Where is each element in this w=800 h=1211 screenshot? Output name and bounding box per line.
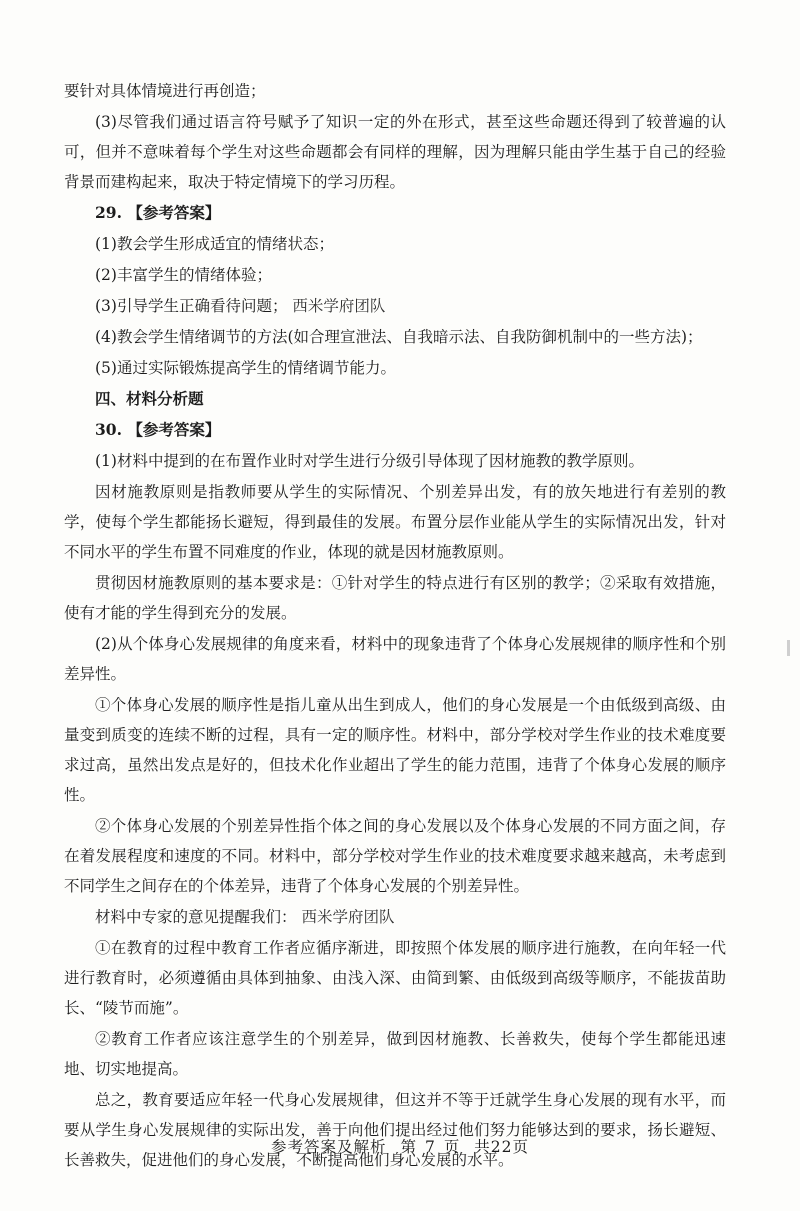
watermark-text: 西米学府团队 [301, 908, 395, 926]
footer-label: 参考答案及解析 [270, 1138, 387, 1156]
footer-page-number: 7 [424, 1138, 436, 1156]
paragraph: 总之，教育要适应年轻一代身心发展规律，但这并不等于迁就学生身心发展的现有水平，而要从学生身心发展规律的实际出发，善于向他们提出经过他们努力能够达到的要求，扬长避短、长善救失，促进他们的身心发展，不断提高他们身心发展的水平。 [64, 1091, 726, 1169]
list-item [64, 291, 726, 321]
paragraph: (1)材料中提到的在布置作业时对学生进行分级引导体现了因材施教的教学原则。 [95, 452, 644, 470]
scan-edge-mark [787, 640, 790, 656]
question-29-title: 29. 【参考答案】 [95, 203, 221, 222]
paragraph: ②个体身心发展的个别差异性指个体之间的身心发展以及个体身心发展的不同方面之间，存在着发展程度和速度的不同。材料中，部分学校对学生作业的技术难度要求越来越高，未考虑到不同学生之间存在的个体差异，违背了个体身心发展的个别差异性。 [64, 817, 726, 895]
paragraph: 贯彻因材施教原则的基本要求是：①针对学生的特点进行有区别的教学；②采取有效措施，使有才能的学生得到充分的发展。 [64, 574, 726, 622]
document-body [64, 76, 726, 1176]
list-item: (2)丰富学生的情绪体验； [95, 266, 272, 284]
footer-page-unit: 页 [443, 1138, 461, 1156]
page-footer [0, 1135, 800, 1157]
paragraph: (3)尽管我们通过语言符号赋予了知识一定的外在形式，甚至这些命题还得到了较普遍的认可，但并不意味着每个学生对这些命题都会有同样的理解，因为理解只能由学生基于自己的经验背景而建构起来，取决于特定情境下的学习历程。 [64, 113, 726, 191]
paragraph: ①个体身心发展的顺序性是指儿童从出生到成人，他们的身心发展是一个由低级到高级、由量变到质变的连续不断的过程，具有一定的顺序性。材料中，部分学校对学生作业的技术难度要求过高，虽然出发点是好的，但技术化作业超出了学生的能力范围，违背了个体身心发展的顺序性。 [64, 696, 726, 804]
question-30-title: 30. 【参考答案】 [95, 420, 221, 439]
paragraph: ①在教育的过程中教育工作者应循序渐进，即按照个体发展的顺序进行施教，在向年轻一代进行教育时，必须遵循由具体到抽象、由浅入深、由简到繁、由低级到高级等顺序，不能拔苗助长、“陵节而施”。 [64, 939, 726, 1017]
paragraph [64, 902, 726, 932]
paragraph: ②教育工作者应该注意学生的个别差异，做到因材施教、长善救失，使每个学生都能迅速地、切实地提高。 [64, 1030, 726, 1078]
watermark-text: 西米学府团队 [292, 297, 386, 315]
footer-page-prefix: 第 [400, 1138, 417, 1156]
list-item-text: (3)引导学生正确看待问题； [95, 297, 288, 315]
list-item: (4)教会学生情绪调节的方法(如合理宣泄法、自我暗示法、自我防御机制中的一些方法)； [95, 328, 703, 346]
paragraph: 要针对具体情境进行再创造； [64, 82, 266, 100]
paragraph: (2)从个体身心发展规律的角度来看，材料中的现象违背了个体身心发展规律的顺序性和个别差异性。 [64, 635, 726, 683]
footer-total-pages: 共22页 [474, 1138, 530, 1156]
section-title: 四、材料分析题 [95, 389, 204, 408]
list-item: (5)通过实际锻炼提高学生的情绪调节能力。 [95, 359, 396, 377]
paragraph-text: 材料中专家的意见提醒我们： [95, 908, 297, 926]
list-item: (1)教会学生形成适宜的情绪状态； [95, 235, 334, 253]
paragraph: 因材施教原则是指教师要从学生的实际情况、个别差异出发，有的放矢地进行有差别的教学，使每个学生都能扬长避短，得到最佳的发展。布置分层作业能从学生的实际情况出发，针对不同水平的学生布置不同难度的作业，体现的就是因材施教原则。 [64, 483, 726, 561]
